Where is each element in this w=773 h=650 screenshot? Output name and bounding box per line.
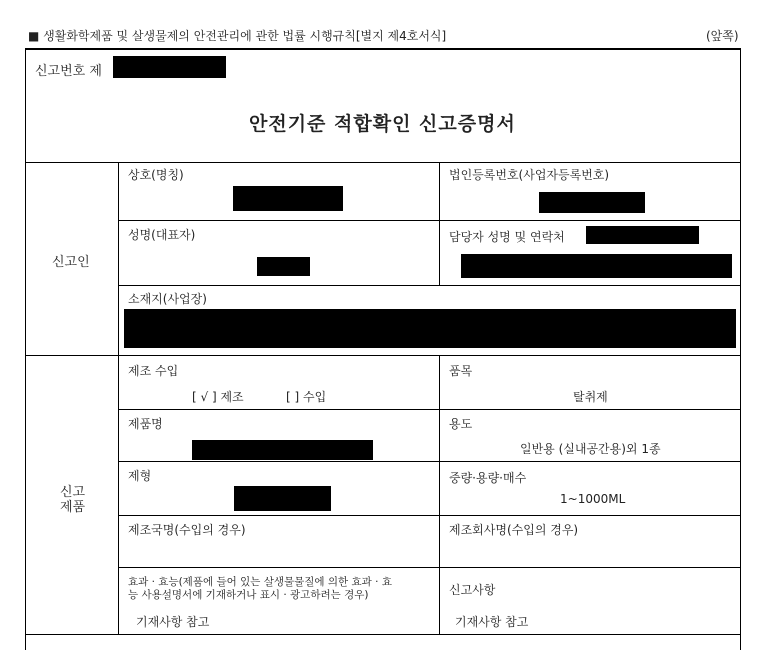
- product-section-label-line1: 신고: [60, 485, 86, 500]
- notes-value: 기재사항 참고: [455, 615, 529, 629]
- product-section-label-line2: 제품: [60, 500, 86, 515]
- document-title: 안전기준 적합확인 신고증명서: [249, 113, 516, 135]
- redacted-contact-name: [586, 226, 699, 244]
- quantity-value: 1~1000ML: [560, 492, 626, 506]
- row-rule: [118, 285, 741, 286]
- frame-right-rule: [740, 48, 741, 650]
- quantity-label: 중량·용량·매수: [449, 471, 527, 485]
- manufacture-checkbox[interactable]: [ √ ] 제조: [192, 390, 244, 404]
- frame-left-rule: [25, 48, 26, 650]
- item-value: 탈취제: [573, 390, 608, 404]
- redacted-representative: [257, 257, 310, 276]
- label-column-rule: [118, 162, 119, 635]
- redacted-corp-reg: [539, 192, 645, 213]
- row-rule: [118, 515, 741, 516]
- section-rule: [25, 355, 741, 356]
- page-side-note: (앞쪽): [706, 29, 739, 43]
- row-rule: [118, 461, 741, 462]
- section-rule: [25, 162, 741, 163]
- country-label: 제조국명(수입의 경우): [128, 523, 246, 537]
- row-rule: [118, 567, 741, 568]
- mid-column-rule: [439, 162, 440, 286]
- import-checkbox[interactable]: [ ] 수입: [286, 390, 327, 404]
- redacted-company-name: [233, 186, 343, 211]
- row-rule: [118, 220, 741, 221]
- product-name-label: 제품명: [128, 417, 163, 431]
- representative-label: 성명(대표자): [128, 228, 196, 242]
- redacted-product-name: [192, 440, 373, 460]
- form-source-note: ■ 생활화학제품 및 살생물제의 안전관리에 관한 법률 시행규칙[별지 제4호서식]: [28, 29, 447, 43]
- corp-reg-label: 법인등록번호(사업자등록번호): [449, 168, 610, 182]
- report-number-label: 신고번호 제: [35, 64, 102, 79]
- effect-value: 기재사항 참고: [136, 615, 210, 629]
- form-type-label: 제형: [128, 469, 152, 483]
- maker-label: 제조회사명(수입의 경우): [449, 523, 579, 537]
- redacted-contact-phone: [461, 254, 732, 278]
- item-label: 품목: [449, 364, 473, 378]
- redacted-address: [124, 309, 736, 348]
- mid-column-rule: [439, 355, 440, 635]
- address-label: 소재지(사업장): [128, 292, 207, 306]
- usage-value: 일반용 (실내공간용)외 1종: [520, 442, 661, 456]
- effect-label-line1: 효과 · 효능(제품에 들어 있는 살생물물질에 의한 효과 · 효: [128, 576, 392, 588]
- section-rule: [25, 634, 741, 635]
- usage-label: 용도: [449, 417, 473, 431]
- frame-top-rule: [25, 48, 741, 50]
- reporter-section-label: 신고인: [52, 255, 90, 270]
- notes-label: 신고사항: [449, 583, 496, 597]
- redacted-report-number: [113, 56, 226, 78]
- redacted-form-type: [234, 486, 331, 511]
- company-name-label: 상호(명칭): [128, 168, 184, 182]
- contact-label: 담당자 성명 및 연락처: [449, 230, 565, 244]
- mfg-import-label: 제조 수입: [128, 364, 179, 378]
- effect-label-line2: 능 사용설명서에 기재하거나 표시 · 광고하려는 경우): [128, 589, 369, 601]
- row-rule: [118, 409, 741, 410]
